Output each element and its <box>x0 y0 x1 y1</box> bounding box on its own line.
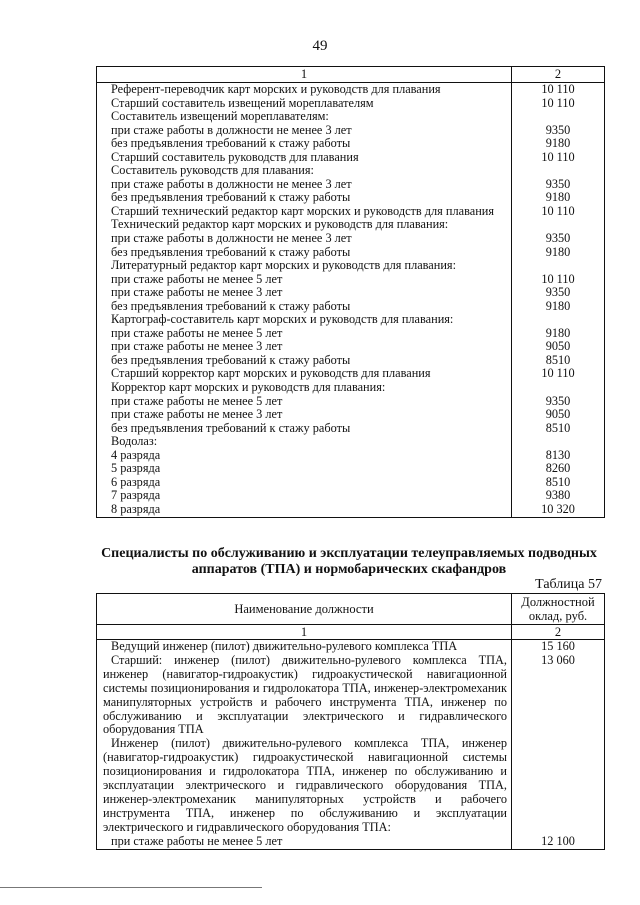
salary-value <box>512 110 605 124</box>
table-row <box>97 164 605 178</box>
salary-table-continued <box>96 66 605 518</box>
position-name: при стаже работы в должности не менее 3 лет <box>97 178 512 192</box>
table-row <box>97 381 605 395</box>
column-1-number: 1 <box>97 625 512 640</box>
column-2-number: 2 <box>512 625 605 640</box>
position-name: при стаже работы не менее 5 лет <box>97 273 512 287</box>
table-row <box>97 435 605 449</box>
salary-value: 9180 <box>512 137 605 151</box>
position-name: Технический редактор карт морских и руководств для плавания: <box>97 218 512 232</box>
table-row <box>97 503 605 517</box>
salary-value: 10 110 <box>512 273 605 287</box>
position-name: без предъявления требований к стажу работы <box>97 300 512 314</box>
table-row <box>97 83 605 97</box>
position-name: без предъявления требований к стажу работы <box>97 191 512 205</box>
table-row <box>97 422 605 436</box>
salary-value: 10 320 <box>512 503 605 517</box>
position-name: при стаже работы не менее 3 лет <box>97 408 512 422</box>
salary-value <box>512 164 605 178</box>
salary-value: 9350 <box>512 232 605 246</box>
salary-value: 8130 <box>512 449 605 463</box>
position-name: 8 разряда <box>97 503 512 517</box>
column-2-number: 2 <box>512 67 605 83</box>
table-row <box>97 178 605 192</box>
table-row <box>97 476 605 490</box>
salary-value <box>512 435 605 449</box>
salary-value: 12 100 <box>512 835 605 849</box>
table-row <box>97 395 605 409</box>
salary-value: 8510 <box>512 354 605 368</box>
salary-value: 8260 <box>512 462 605 476</box>
table-row <box>97 97 605 111</box>
position-name: при стаже работы не менее 3 лет <box>97 340 512 354</box>
salary-value: 8510 <box>512 476 605 490</box>
table-row <box>97 205 605 219</box>
position-name: при стаже работы в должности не менее 3 лет <box>97 232 512 246</box>
table-row <box>97 124 605 138</box>
salary-header: Должностной оклад, руб. <box>512 594 605 625</box>
table-row <box>97 191 605 205</box>
position-name: Старший составитель руководств для плавания <box>97 151 512 165</box>
salary-value <box>512 313 605 327</box>
table-row <box>97 449 605 463</box>
position-name: Картограф-составитель карт морских и руководств для плавания: <box>97 313 512 327</box>
salary-value: 13 060 <box>512 654 605 737</box>
column-1-number: 1 <box>97 67 512 83</box>
position-name: при стаже работы не менее 3 лет <box>97 286 512 300</box>
table-row <box>97 218 605 232</box>
salary-value: 9350 <box>512 178 605 192</box>
salary-value: 9380 <box>512 489 605 503</box>
position-name: Старший составитель извещений мореплавателям <box>97 97 512 111</box>
salary-value: 8510 <box>512 422 605 436</box>
table-row <box>97 232 605 246</box>
table-row <box>97 835 605 849</box>
salary-value: 9050 <box>512 408 605 422</box>
position-name: Ведущий инженер (пилот) движительно-рулевого комплекса ТПА <box>111 639 458 653</box>
position-name: без предъявления требований к стажу работы <box>97 246 512 260</box>
table-row <box>97 300 605 314</box>
salary-value: 10 110 <box>512 83 605 97</box>
salary-value: 9350 <box>512 286 605 300</box>
position-name: при стаже работы не менее 5 лет <box>111 833 283 848</box>
position-name: Инженер (пилот) движительно-рулевого комплекса ТПА, инженер (навигатор-гидроакустик) гидроакустической навигационной системы позиционирования и гидролокатора ТПА, инженер по обслуживанию и эксплуатации электрического и гидравлического оборудования ТПА, инженер-электромеханик манипуляторных устройств и рабочего инструмента ТПА, инженер по обслуживанию и эксплуатации электрического и гидравлического оборудования ТПА: <box>103 736 507 834</box>
position-name: без предъявления требований к стажу работы <box>97 137 512 151</box>
table-row <box>97 246 605 260</box>
table-row <box>97 737 605 834</box>
position-name: при стаже работы не менее 5 лет <box>97 327 512 341</box>
table-row <box>97 313 605 327</box>
salary-value: 9350 <box>512 124 605 138</box>
salary-value: 9350 <box>512 395 605 409</box>
table-row <box>97 151 605 165</box>
position-name: Старший: инженер (пилот) движительно-рулевого комплекса ТПА, инженер (навигатор-гидроакустик) гидроакустической навигационной системы позиционирования и гидролокатора ТПА, инженер-электромеханик манипуляторных устройств и рабочего инструмента ТПА, инженер по обслуживанию и эксплуатации электрического и гидравлического оборудования ТПА <box>103 652 507 737</box>
position-name: 6 разряда <box>97 476 512 490</box>
position-name: Литературный редактор карт морских и руководств для плавания: <box>97 259 512 273</box>
position-name: 4 разряда <box>97 449 512 463</box>
table-row <box>97 367 605 381</box>
salary-value <box>512 218 605 232</box>
table-row <box>97 273 605 287</box>
position-name: 7 разряда <box>97 489 512 503</box>
position-name: Старший корректор карт морских и руководств для плавания <box>97 367 512 381</box>
footer-rule <box>0 887 262 888</box>
salary-value <box>512 259 605 273</box>
position-name: 5 разряда <box>97 462 512 476</box>
column-number-row <box>97 625 605 640</box>
salary-value <box>512 381 605 395</box>
salary-value: 9180 <box>512 327 605 341</box>
salary-table-57 <box>96 593 605 850</box>
position-name-header: Наименование должности <box>97 594 512 625</box>
table-row <box>97 340 605 354</box>
salary-value: 9180 <box>512 191 605 205</box>
salary-value: 9180 <box>512 300 605 314</box>
salary-value: 9050 <box>512 340 605 354</box>
table-row <box>97 327 605 341</box>
salary-value: 10 110 <box>512 151 605 165</box>
position-name: без предъявления требований к стажу работы <box>97 422 512 436</box>
position-name: Составитель руководств для плавания: <box>97 164 512 178</box>
table-row <box>97 489 605 503</box>
position-name: Водолаз: <box>97 435 512 449</box>
table-row <box>97 408 605 422</box>
position-name: Старший технический редактор карт морских и руководств для плавания <box>97 205 512 219</box>
section-heading: Специалисты по обслуживанию и эксплуатации телеуправляемых подводных аппаратов (ТПА) и нормобарических скафандров <box>101 546 597 577</box>
position-name: без предъявления требований к стажу работы <box>97 354 512 368</box>
position-name: Референт-переводчик карт морских и руководств для плавания <box>97 83 512 97</box>
position-name: Составитель извещений мореплавателям: <box>97 110 512 124</box>
salary-value <box>512 737 605 834</box>
table-header-row <box>97 594 605 625</box>
position-name: Корректор карт морских и руководств для плавания: <box>97 381 512 395</box>
salary-value: 10 110 <box>512 205 605 219</box>
table-row <box>97 640 605 654</box>
position-name: при стаже работы не менее 5 лет <box>97 395 512 409</box>
table-row <box>97 110 605 124</box>
table-row <box>97 462 605 476</box>
page-number: 49 <box>312 38 328 54</box>
table-row <box>97 354 605 368</box>
table-row <box>97 286 605 300</box>
table-row <box>97 654 605 737</box>
table-header-row <box>97 67 605 83</box>
salary-value: 15 160 <box>512 640 605 654</box>
table-row <box>97 137 605 151</box>
salary-value: 9180 <box>512 246 605 260</box>
position-name: при стаже работы в должности не менее 3 лет <box>97 124 512 138</box>
table-row <box>97 259 605 273</box>
salary-value: 10 110 <box>512 367 605 381</box>
salary-value: 10 110 <box>512 97 605 111</box>
table-label: Таблица 57 <box>535 577 602 592</box>
